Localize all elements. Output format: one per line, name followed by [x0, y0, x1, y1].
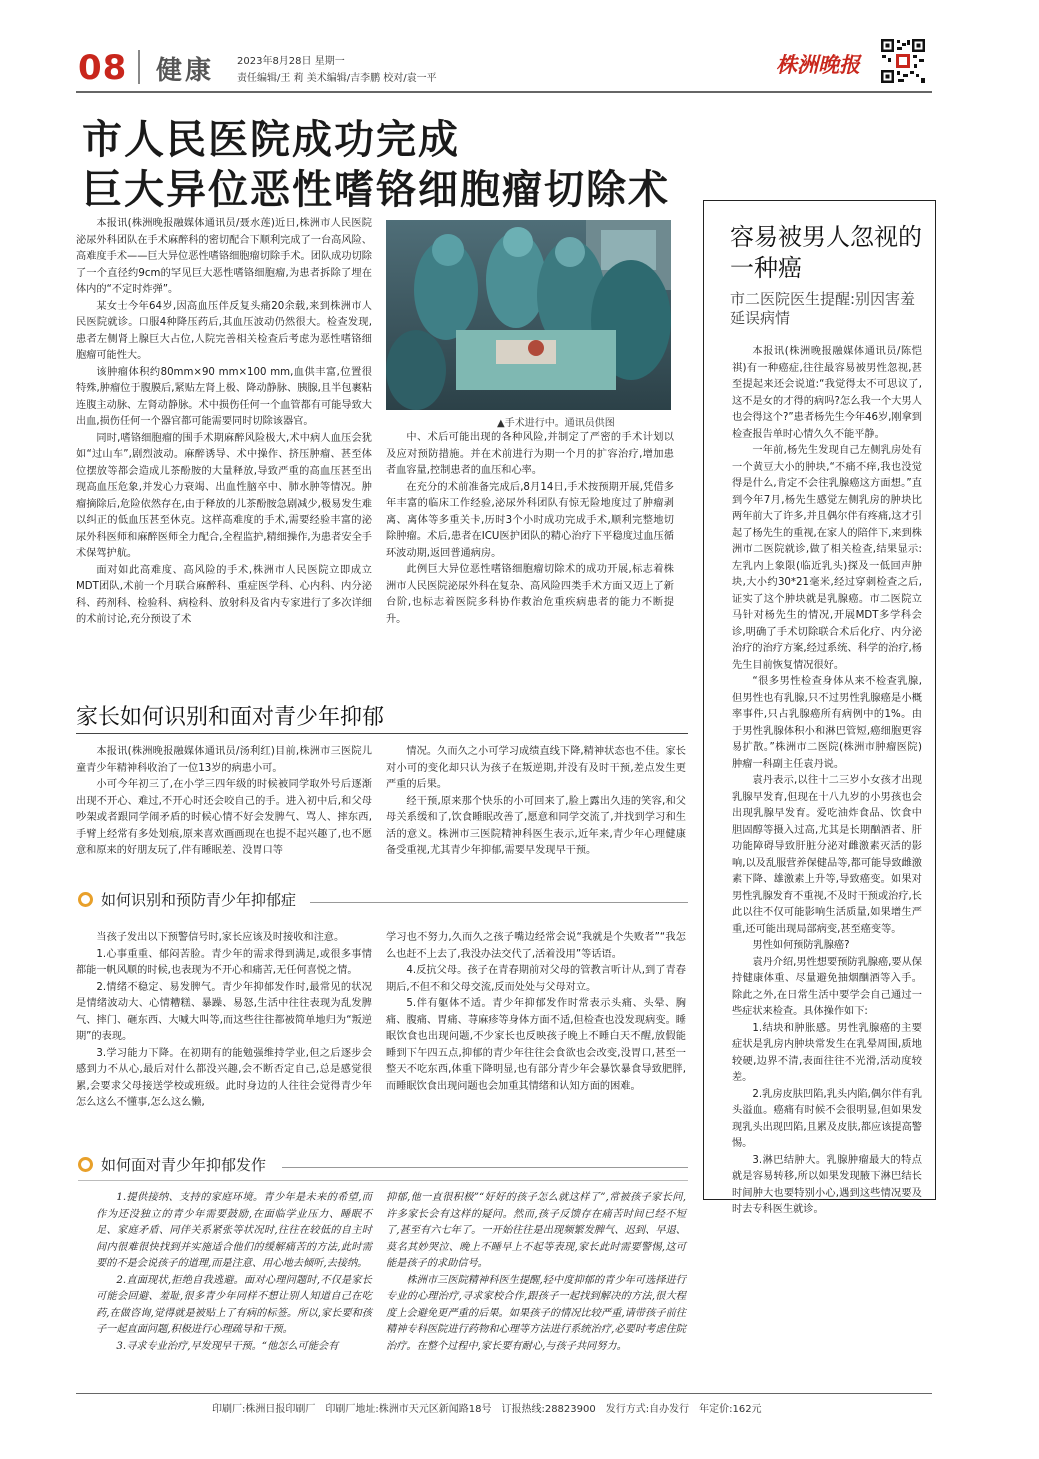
paragraph: 5.伴有躯体不适。青少年抑郁发作时常表示头痛、头晕、胸痛、腹痛、胃痛、荨麻疹等身体方面不适,但检查也没发现病变。睡眠饮食也出现问题,不少家长也反映孩子晚上不睡白天不醒,放假能睡到下午四五点,抑郁的青少年往往会食欲也会改变,没胃口,甚至一整天不吃东西,体重下降明显,也有部分青少年会暴饮暴食导致肥胖,而睡眠饮食出现问题也会加重其情绪和认知方面的困难。 [386, 998, 686, 1092]
paragraph: 一年前,杨先生发现自己左侧乳房处有一个黄豆大小的肿块,“不痛不痒,我也没觉得是什么,肯定不会往乳腺癌这方面想。”直到今年7月,杨先生感觉左侧乳房的肿块比两年前大了许多,并且偶尔伴有疼痛,这才引起了杨先生的重视,在家人的陪伴下,来到株洲市二医院就诊,做了相关检查,结果显示:左乳内上象限(临近乳头)探及一低回声肿块,大小约30*21毫米,经过穿刺检查之后,证实了这个肿块就是乳腺癌。市二医院立马针对杨先生的情况,开展MDT多学科会诊,明确了手术切除联合术后化疗、内分泌治疗的治疗方案,经过系统、科学的治疗,杨先生目前恢复情况很好。 [732, 445, 922, 671]
section-name: 健康 [156, 56, 215, 86]
paragraph: 同时,嗜铬细胞瘤的围手术期麻醉风险极大,术中病人血压会犹如“过山车”,剧烈波动。麻醉诱导、术中操作、挤压肿瘤、甚至体位摆放等都会造成儿茶酚胺的大量释放,导致严重的高血压甚至出现高血压危象,并发心力衰竭、出血性脑卒中、肺水肿等情况。肿瘤摘除后,危险依然存在,由于释放的儿茶酚胺急剧减少,极易发生难以纠正的低血压甚至休克。这样高难度的手术,需要经验丰富的泌尿外科医师和麻醉医师全力配合,全程监护,精细操作,为患者安全手术保驾护航。 [76, 432, 372, 559]
paragraph: 此例巨大异位恶性嗜铬细胞瘤切除术的成功开展,标志着株洲市人民医院泌尿外科在复杂、高风险四类手术方面又迈上了新台阶,也标志着医院多科协作救治危重疾病患者的能力不断提升。 [386, 564, 674, 625]
identify-column-2 [386, 930, 686, 1146]
article1-column-2 [386, 430, 674, 660]
paragraph: 2.乳房皮肤凹陷,乳头内陷,偶尔伴有乳头溢血。癌痛有时候不会很明显,但如果发现乳头出现凹陷,且累及皮肤,都应该提高警惕。 [732, 1088, 922, 1149]
paragraph: 本报讯(株洲晚报融媒体通讯员/聂水莲)近日,株洲市人民医院泌尿外科团队在手术麻醉科的密切配合下顺利完成了一台高风险、高难度手术——巨大异位恶性嗜铬细胞瘤切除手术。团队成功切除了一个直径约9cm的罕见巨大恶性嗜铬细胞瘤,为患者拆除了埋在体内的“不定时炸弹”。 [76, 218, 372, 295]
newspaper-logo [770, 46, 866, 80]
section-rule [78, 1180, 688, 1181]
circle-bullet-icon [78, 1157, 93, 1172]
photo-caption: ▲手术进行中。通讯员供图 [497, 418, 615, 429]
headline-line-1: 市人民医院成功完成 [82, 117, 460, 163]
footer-rule [76, 1393, 932, 1394]
article2-lead-column-1 [76, 744, 372, 880]
surgery-photo [386, 220, 671, 410]
sidebar-headline: 容易被男人忽视的一种癌 [730, 223, 922, 282]
sidebar-body [732, 344, 922, 1215]
paragraph: 情况。久而久之小可学习成绩直线下降,精神状态也不佳。家长对小可的变化却只认为孩子在叛逆期,并没有及时干预,差点发生更严重的后果。 [386, 746, 686, 790]
subheading-rule [282, 1167, 688, 1168]
header-rule [76, 91, 932, 93]
print-info-footer: 印刷厂:株洲日报印刷厂 印刷厂地址:株洲市天元区新闻路18号 订报热线:28823900 发行方式:自办发行 年定价:162元 [212, 1404, 762, 1415]
brand-text: 株洲晚报 [776, 52, 860, 77]
paragraph: 1.提供接纳、支持的家庭环境。青少年是未来的希望,而作为还没独立的青少年需要鼓励,在面临学业压力、睡眠不足、家庭矛盾、同伴关系紧张等状况时,往往在较低的自主时间内很难很快找到并实施适合他们的缓解痛苦的方法,此时需要的不是会说孩子的道理,而是注意、用心地去倾听,去接纳。 [96, 1192, 372, 1269]
header-divider [138, 50, 140, 84]
paragraph: 株洲市三医院精神科医生提醒,轻中度抑郁的青少年可选择进行专业的心理治疗,寻求家校合作,跟孩子一起找到解决的方法,很大程度上会避免更严重的后果。如果孩子的情况比较严重,请带孩子前往精神专科医院进行药物和心理等方法进行系统治疗,必要时考虑住院治疗。在整个过程中,家长要有耐心,与孩子共同努力。 [386, 1274, 686, 1352]
subheading-face-text: 如何面对青少年抑郁发作 [101, 1156, 267, 1174]
paragraph: 1.结块和肿胀感。男性乳腺癌的主要症状是乳房内肿块常发生在乳晕周围,质地较硬,边界不清,表面往往不光滑,活动度较差。 [732, 1022, 922, 1083]
subheading-face [78, 1154, 266, 1175]
face-column-1 [96, 1190, 372, 1386]
paragraph: 在充分的术前准备完成后,8月14日,手术按预期开展,凭借多年丰富的临床工作经验,泌尿外科团队有惊无险地度过了肿瘤剥离、离体等多重关卡,历时3个小时成功完成手术,顺利完整地切除肿瘤。术后,患者在ICU医护团队的精心治疗下平稳度过血压循环波动期,返回普通病房。 [386, 481, 674, 559]
paragraph: 经干预,原来那个快乐的小可回来了,脸上露出久违的笑容,和父母关系缓和了,饮食睡眠改善了,愿意和同学交流了,并找到学习和生活的意义。株洲市三医院精神科医生表示,近年来,青少年心理健康备受重视,尤其青少年抑郁,需要早发现早干预。 [386, 795, 686, 856]
page-number: 08 [78, 48, 128, 88]
subheading-identify-text: 如何识别和预防青少年抑郁症 [101, 891, 297, 909]
paragraph: 该肿瘤体积约80mm×90 mm×100 mm,血供丰富,位置很特殊,肿瘤位于腹膜后,紧贴左肾上极、降动静脉、胰腺,且半包裹粘连腹主动脉、左肾动静脉。术中损伤任何一个血管都有可能导致大出血,损伤任何一个器官都可能需要同时切除该器官。 [76, 366, 372, 427]
paragraph: 面对如此高难度、高风险的手术,株洲市人民医院立即成立MDT团队,术前一个月联合麻醉科、重症医学科、心内科、内分泌科、药剂科、检验科、病检科、放射科及省内专家进行了多次详细的术前讨论,充分预设了术 [76, 564, 372, 625]
face-column-2 [386, 1190, 686, 1386]
article1-column-1 [76, 216, 372, 656]
paragraph: 中、术后可能出现的各种风险,并制定了严密的手术计划以及应对预防措施。并在术前进行为期一个月的扩容治疗,增加患者血容量,控制患者的血压和心率。 [386, 432, 674, 476]
article2-rule [76, 733, 688, 734]
editor-credits: 责任编辑/王 莉 美术编辑/吉李鹏 校对/袁一平 [237, 73, 437, 84]
headline-line-2: 巨大异位恶性嗜铬细胞瘤切除术 [82, 167, 670, 213]
paragraph: 3.学习能力下降。在初期有的能勉强维持学业,但之后逐步会感到力不从心,最后对什么都没兴趣,会不断否定自己,总是感觉很累,会要求父母接送学校或班级。此时身边的人往往会觉得青少年怎么这么不懂事,怎么这么懒, [76, 1047, 372, 1108]
paragraph: 3.淋巴结肿大。乳腺肿瘤最大的特点就是容易转移,所以如果发现腋下淋巴结长时间肿大也要特别小心,遇到这些情况要及时去专科医生就诊。 [732, 1154, 922, 1215]
identify-column-1 [76, 930, 372, 1146]
paragraph: “很多男性检查身体从来不检查乳腺,但男性也有乳腺,只不过男性乳腺癌是小概率事件,只占乳腺癌所有病例中的1%。由于男性乳腺体积小和淋巴管短,癌细胞更容易扩散。”株洲市二医院(株洲市肿瘤医院)肿瘤一科副主任袁丹说。 [732, 676, 922, 770]
sidebar-subheadline: 市二医院医生提醒:别因害羞延误病情 [730, 290, 916, 327]
circle-bullet-icon [78, 892, 93, 907]
paragraph: 学习也不努力,久而久之孩子嘴边经常会说“我就是个失败者”“我怎么也赶不上去了,我没办法交代了,活着没用”等话语。 [386, 932, 686, 960]
issue-date: 2023年8月28日 星期一 [237, 56, 345, 67]
paragraph: 1.心事重重、郁闷苦脸。青少年的需求得到满足,或很多事情都能一帆风顺的时候,也表现为不开心和痛苦,无任何喜悦之情。 [76, 948, 372, 976]
subheading-identify [78, 889, 296, 910]
paragraph: 某女士今年64岁,因高血压伴反复头痛20余载,来到株洲市人民医院就诊。口服4种降压药后,其血压波动仍然很大。检查发现,患者左侧肾上腺巨大占位,人院完善相关检查后考虑为恶性嗜铬细胞瘤可能性大。 [76, 300, 372, 361]
article2-headline: 家长如何识别和面对青少年抑郁 [76, 705, 385, 730]
paragraph: 袁丹表示,以往十二三岁小女孩才出现乳腺早发育,但现在十八九岁的小男孩也会出现乳腺早发育。爱吃油炸食品、饮食中胆固醇等摄入过高,尤其是长期酗酒者、肝功能障碍导致肝脏分泌对雌激素灭活的影响,以及乱服营养保健品等,都可能导致雌激素下降、雄激素上升等,导致癌变。如果对男性乳腺发育不重视,不及时干预或治疗,长此以往不仅可能影响生活质量,如果增生严重,还可能出现局部病变,甚至癌变等。 [732, 775, 922, 935]
paragraph: 2.直面现状,拒绝自我逃避。面对心理问题时,不仅是家长可能会回避、羞耻,很多青少年同样不想让别人知道自己在吃药,在做咨询,觉得就是被贴上了有病的标签。所以,家长要和孩子一起直面问题,积极进行心理疏导和干预。 [96, 1274, 372, 1335]
paragraph: 3.寻求专业治疗,早发现早干预。“他怎么可能会有 [116, 1340, 339, 1352]
paragraph: 抑郁,他一直很积极”“好好的孩子怎么就这样了”,常被孩子家长问,许多家长会有这样的疑问。然而,孩子反馈存在痛苦时间已经不短了,甚至有六七年了。一开始往往是出现频繁发脾气、迟到、早退、莫名其妙哭泣、晚上不睡早上不起等表现,家长此时需要警惕,这可能是孩子的求助信号。 [386, 1192, 686, 1269]
paragraph: 袁丹介绍,男性想要预防乳腺癌,要从保持健康体重、尽量避免抽烟酗酒等入手。除此之外,在日常生活中要学会自己通过一些症状来检查。具体操作如下: [732, 956, 922, 1017]
paragraph: 小可今年初三了,在小学三四年级的时候被同学取外号后逐渐出现不开心、难过,不开心时还会咬自己的手。进入初中后,和父母吵架或者跟同学闹矛盾的时候心情不好会发脾气、骂人、摔东西,手臂上经常有多处划痕,原来喜欢画画现在也提不起兴趣了,也不愿意和原来的好朋友玩了,伴有睡眠差、没胃口等 [76, 779, 372, 856]
paragraph: 2.情绪不稳定、易发脾气。青少年抑郁发作时,最常见的状况是情绪波动大、心情糟糕、暴躁、易怒,生活中往往表现为乱发脾气、摔门、砸东西、大喊大叫等,而这些往往都被简单地归为“叛逆期”的表现。 [76, 981, 372, 1042]
article2-lead-column-2 [386, 744, 686, 880]
qr-code-icon [880, 38, 926, 84]
paragraph: 当孩子发出以下预警信号时,家长应该及时接收和注意。 [96, 932, 345, 943]
paragraph: 本报讯(株洲晚报融媒体通讯员/陈恺祺)有一种癌症,往往最容易被男性忽视,甚至提起来还会说道:“我觉得太不可思议了,这不是女的才得的病吗?怎么我一个大男人也会得这个?”患者杨先生今年46岁,刚拿到检查报告单时心情久久不能平静。 [732, 346, 922, 440]
subheading-rule [310, 902, 688, 903]
sidebar-subheading: 男性如何预防乳腺癌? [752, 940, 850, 951]
paragraph: 4.反抗父母。孩子在青春期前对父母的管教言听计从,到了青春期后,不但不和父母交流,反而处处与父母对立。 [386, 965, 686, 993]
paragraph: 本报讯(株洲晚报融媒体通讯员/汤利红)目前,株洲市三医院儿童青少年精神科收治了一位13岁的病患小可。 [76, 746, 372, 774]
